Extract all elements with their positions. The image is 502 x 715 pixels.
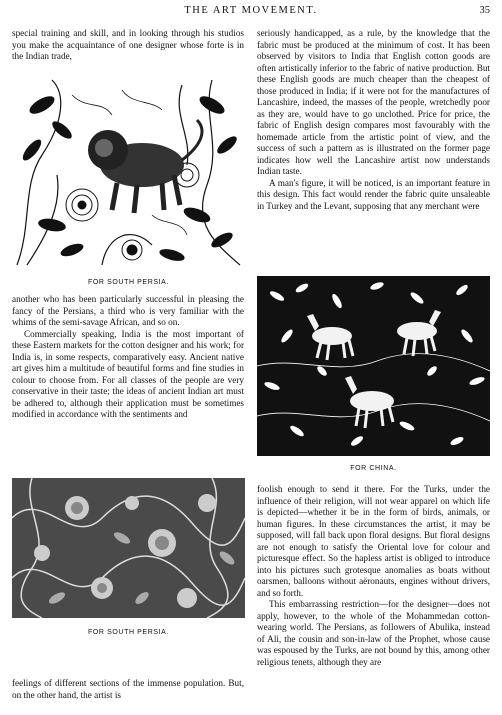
paragraph: This embarrassing restriction—for the designer—does not apply, however, to the whole of the Mohammedan cotton-wearing world. The Persians, as followers of Abulika, instead of Ali, the cousin and son-in-law of the Prophet, whose cause was espoused by the Turks, are not bound by this, among other religious tenets, although they are xyxy=(257,599,490,667)
left-column-top-text xyxy=(12,28,244,63)
figure-caption: FOR SOUTH PERSIA. xyxy=(88,279,169,286)
running-title: THE ART MOVEMENT. xyxy=(184,5,318,16)
paragraph: feelings of different sections of the immense population. But, on the other hand, the artist is xyxy=(12,678,244,700)
right-column-top-text xyxy=(257,28,490,212)
paragraph: seriously handicapped, as a rule, by the knowledge that the fabric must be produced at the minimum of cost. It has been observed by visitors to India that English cotton goods are often artistically inferior to the fabric of native production. But these English goods are much cheaper than the cheapest of those produced in India; if it were not for the manufactures of Lancashire, indeed, the masses of the people, wretchedly poor as they are, would have to go unclothed. Price for price, the fabric of English design compares most favourably with the homemade article from the artistic point of view, and the success of such a pattern as is illustrated on the former page indicates how well the Lancashire artist now understands Indian taste. xyxy=(257,28,490,176)
paragraph: A man's figure, it will be noticed, is an important feature in this design. This fact would render the fabric quite unsaleable in Turkey and the Levant, supposing that any merchant were xyxy=(257,177,490,211)
right-column-bottom-text xyxy=(257,484,490,668)
paragraph: special training and skill, and in looking through his studios you make the acquaintance of one designer whose forte is in the Indian trade, xyxy=(12,28,244,61)
paragraph: foolish enough to send it there. For the Turks, under the influence of their religion, will not wear apparel on which life is depicted—whether it be in the form of birds, animals, or human figures. In these circumstances the artist, it may be supposed, will fall back upon floral designs. But floral designs are not enough to satisfy the Oriental love for colour and picturesque effect. So the hapless artist is obliged to introduce into his pictures such grotesque anomalies as boats without oarsmen, balloons without aëronauts, engines without drivers, and so forth. xyxy=(257,484,490,598)
page-number: 35 xyxy=(479,5,490,16)
figure-south-persia-lion xyxy=(12,75,245,270)
left-column-middle-text xyxy=(12,294,244,421)
floral-pattern-illustration xyxy=(12,478,245,618)
lion-foliage-illustration xyxy=(12,75,245,270)
figure-caption: FOR CHINA. xyxy=(350,465,397,472)
running-header xyxy=(12,5,490,19)
figure-caption: FOR SOUTH PERSIA. xyxy=(88,629,169,636)
paragraph: another who has been particularly successful in pleasing the fancy of the Persians, a third who is very familiar with the whims of the semi-savage African, and so on. xyxy=(12,294,244,327)
paragraph: Commercially speaking, India is the most important of these Eastern markets for the cotton designer and his work; for India is, in some respects, comparatively easy. Ancient native art gives him a multitude of beautiful forms and fine studies in colour to choose from. For all classes of the people are very conservative in their taste; the ideas of ancient Indian art must be adhered to, although their application must be sometimes modified in accordance with the sentiments and xyxy=(12,328,244,419)
deer-pattern-illustration xyxy=(257,276,490,456)
figure-china-deer xyxy=(257,276,490,456)
figure-south-persia-floral xyxy=(12,478,245,618)
left-column-bottom-text xyxy=(12,678,244,701)
